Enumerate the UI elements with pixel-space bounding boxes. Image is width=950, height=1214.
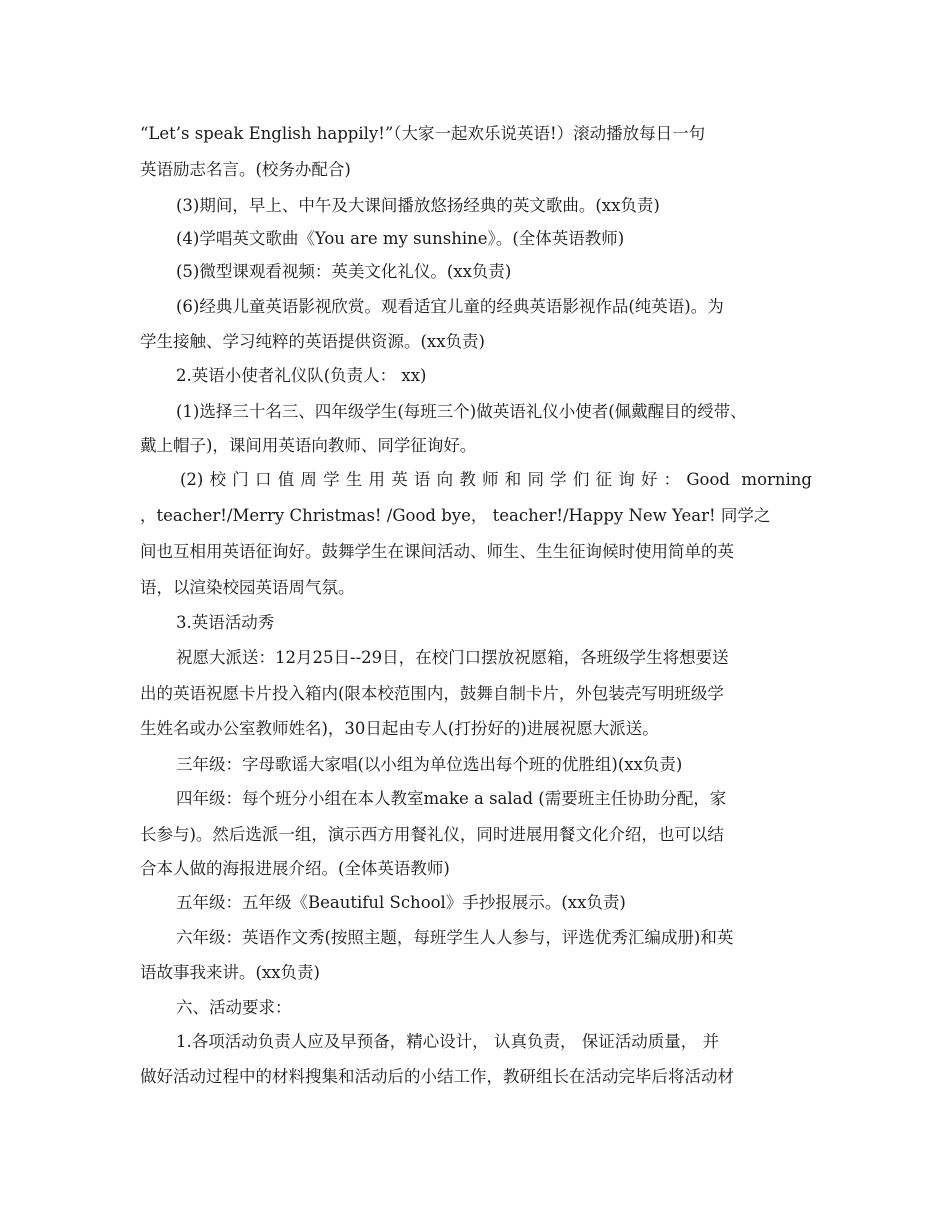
text-line: 做好活动过程中的材料搜集和活动后的小结工作，教研组长在活动完毕后将活动材: [140, 1067, 734, 1086]
text-line: 学生接触、学习纯粹的英语提供资源。(xx负责): [140, 332, 485, 351]
text-line: 语，以渲染校园英语周气氛。: [140, 578, 355, 597]
text-line: 合本人做的海报进展介绍。(全体英语教师): [140, 859, 450, 878]
text-line: 五年级：五年级《Beautiful School》手抄报展示。(xx负责): [176, 893, 626, 912]
section-heading: 2.英语小使者礼仪队(负责人： xx): [176, 366, 427, 385]
text-line: 三年级：字母歌谣大家唱(以小组为单位选出每个班的优胜组)(xx负责): [176, 755, 683, 774]
text-line: 四年级：每个班分小组在本人教室make a salad (需要班主任协助分配，家: [176, 789, 727, 808]
text-line: 出的英语祝愿卡片投入箱内(限本校范围内，鼓舞自制卡片，外包装壳写明班级学: [140, 684, 724, 703]
text-line: 六年级：英语作文秀(按照主题，每班学生人人参与，评选优秀汇编成册)和英: [176, 928, 734, 947]
text-line: 长参与)。然后选派一组，演示西方用餐礼仪，同时进展用餐文化介绍，也可以结: [140, 825, 724, 844]
text-line: (4)学唱英文歌曲《You are my sunshine》。(全体英语教师): [176, 229, 625, 248]
text-line: 语故事我来讲。(xx负责): [140, 963, 320, 982]
text-line: “Let’s speak English happily!”（大家一起欢乐说英语!）滚动播放每日一句: [140, 124, 706, 143]
text-line: ，teacher!/Merry Christmas! /Good bye， teacher!/Happy New Year! 同学之: [140, 506, 771, 525]
text-line: (2)校门口值周学生用英语向教师和同学们征询好：Good morning: [180, 470, 812, 489]
text-line: (5)微型课观看视频：英美文化礼仪。(xx负责): [176, 262, 512, 281]
section-heading: 3.英语活动秀: [176, 613, 275, 632]
section-heading: 六、活动要求：: [176, 998, 292, 1017]
text-line: 1.各项活动负责人应及早预备，精心设计， 认真负责， 保证活动质量， 并: [176, 1032, 719, 1051]
text-line: 戴上帽子)，课间用英语向教师、同学征询好。: [140, 436, 477, 455]
text-line: (6)经典儿童英语影视欣赏。观看适宜儿童的经典英语影视作品(纯英语)。为: [176, 297, 724, 316]
text-line: 英语励志名言。(校务办配合): [140, 160, 351, 179]
text-line: (1)选择三十名三、四年级学生(每班三个)做英语礼仪小使者(佩戴醒目的绶带、: [176, 402, 747, 421]
text-line: 间也互相用英语征询好。鼓舞学生在课间活动、师生、生生征询候时使用简单的英: [140, 542, 734, 561]
text-line: 祝愿大派送：12月25日--29日，在校门口摆放祝愿箱，各班级学生将想要送: [176, 648, 729, 667]
text-line: 生姓名或办公室教师姓名)，30日起由专人(打扮好的)进展祝愿大派送。: [140, 719, 659, 738]
text-line: (3)期间，早上、中午及大课间播放悠扬经典的英文歌曲。(xx负责): [176, 196, 660, 215]
